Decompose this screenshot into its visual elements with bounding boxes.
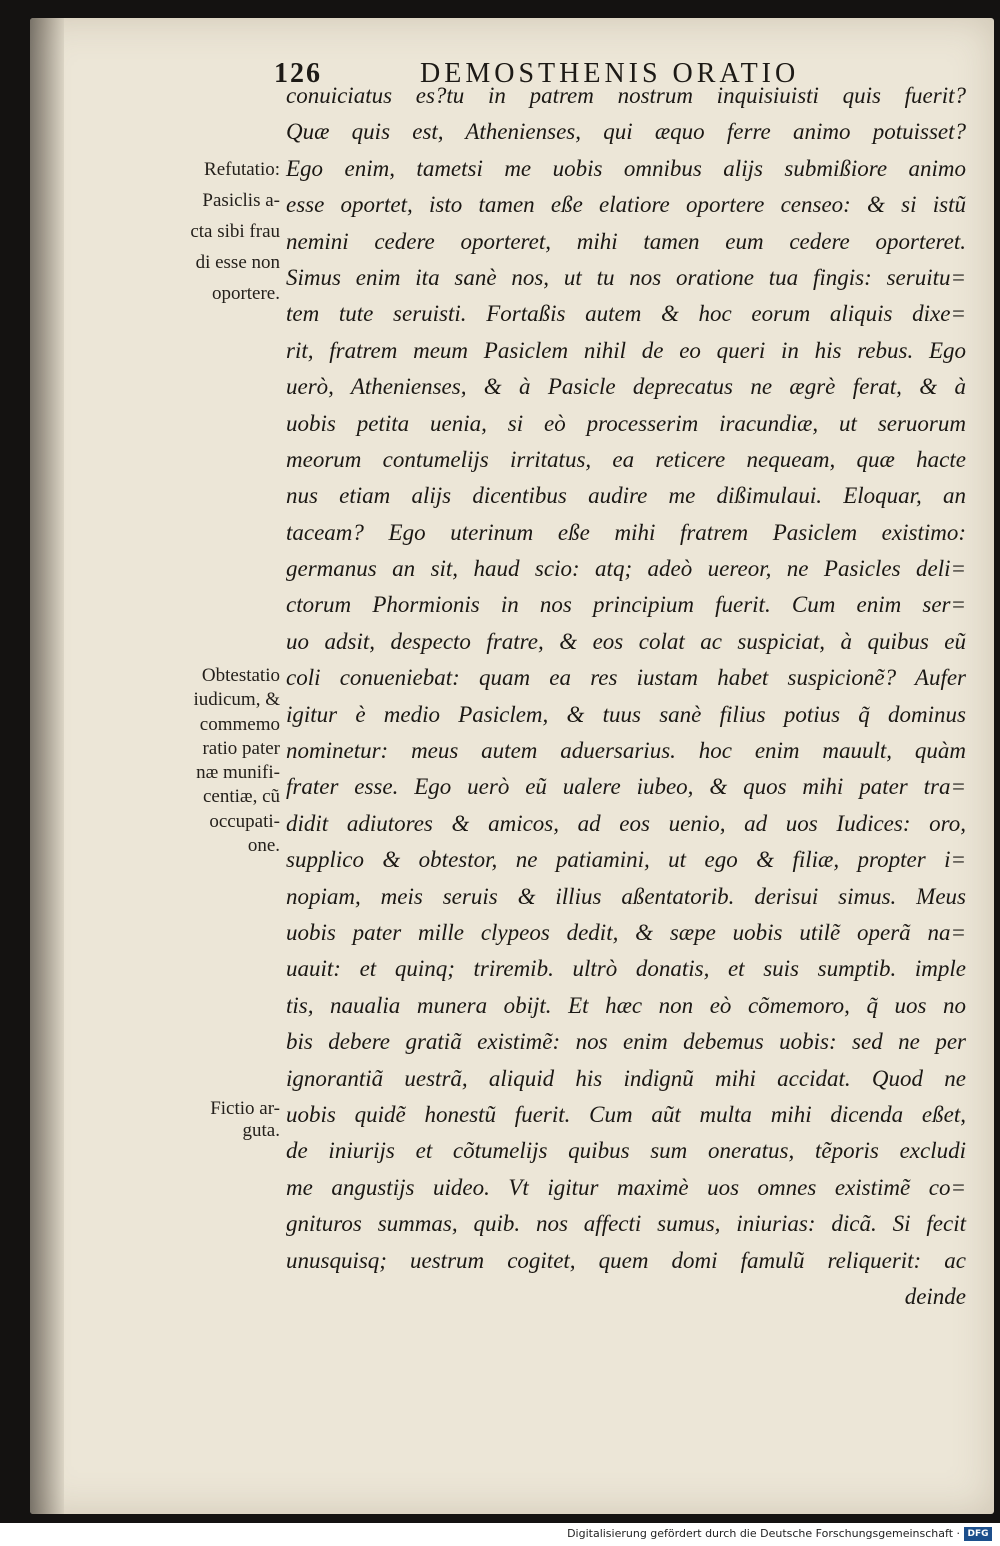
- text-line: ctorum Phormionis in nos principium fuerit. Cum enim ser=: [286, 592, 966, 618]
- text-line: Ego enim, tametsi me uobis omnibus alijs submißiore animo: [286, 155, 966, 181]
- marginal-note-line: centiæ, cũ: [202, 786, 280, 808]
- marginal-note-line: cta sibi frau: [190, 221, 280, 242]
- text-line: uobis quidẽ honestũ fuerit. Cum aũt multa mihi dicenda eßet,: [286, 1101, 966, 1127]
- dfg-logo: DFG: [964, 1527, 992, 1541]
- text-line: me angustijs uideo. Vt igitur maximè uos omnes existimẽ co=: [286, 1174, 966, 1200]
- text-line: coli conueniebat: quam ea res iustam habet suspicionẽ? Aufer: [286, 665, 966, 691]
- text-line: Simus enim ita sanè nos, ut tu nos oratione tua fingis: seruitu=: [286, 264, 966, 290]
- marginal-note-line: Pasiclis a-: [202, 190, 280, 211]
- text-line: nus etiam alijs dicentibus audire me dißimulaui. Eloquar, an: [286, 483, 966, 509]
- body-text: [286, 78, 966, 1315]
- page-number: 126: [274, 58, 322, 89]
- marginal-note-line: Fictio ar-: [210, 1098, 280, 1119]
- marginal-note-line: commemo: [199, 713, 280, 735]
- book-page: [30, 18, 994, 1514]
- text-line: germanus an sit, haud scio: atq; adeò uereor, ne Pasicles deli=: [286, 556, 966, 582]
- marginal-note-line: one.: [247, 835, 280, 857]
- running-title: DEMOSTHENIS ORATIO: [420, 58, 800, 89]
- text-line: tis, naualia munera obijt. Et hæc non eò cõmemoro, q̃ uos no: [286, 992, 966, 1018]
- text-line: uo adsit, despecto fratre, & eos colat ac suspiciat, à quibus eũ: [286, 628, 966, 654]
- digitization-footer: [0, 1523, 1000, 1546]
- text-line: nominetur: meus autem aduersarius. hoc enim mauult, quàm: [286, 738, 966, 764]
- marginal-note-line: di esse non: [195, 252, 280, 273]
- text-line: rit, fratrem meum Pasiclem nihil de eo queri in his rebus. Ego: [286, 337, 966, 363]
- text-line: uerò, Athenienses, & à Pasicle deprecatus ne ægrè ferat, & à: [286, 374, 966, 400]
- marginal-note-line: næ munifi-: [196, 762, 280, 784]
- marginal-note-line: iudicum, &: [193, 689, 280, 711]
- marginal-note-obtestatio: [148, 664, 280, 858]
- catchword: deinde: [904, 1283, 966, 1309]
- text-line: supplico & obtestor, ne patiamini, ut ego & filiæ, propter i=: [286, 847, 966, 873]
- marginal-note-line: Refutatio:: [204, 159, 280, 180]
- marginal-note-refutatio: [148, 154, 280, 309]
- text-line: nopiam, meis seruis & illius aßentatorib. derisui simus. Meus: [286, 883, 966, 909]
- text-line: de iniurijs et cõtumelijs quibus sum oneratus, tẽporis excludi: [286, 1138, 966, 1164]
- text-line: taceam? Ego uterinum eße mihi fratrem Pasiclem existimo:: [286, 519, 966, 545]
- text-line: unusquisq; uestrum cogitet, quem domi famulũ reliquerit: ac: [286, 1247, 966, 1273]
- text-line: meorum contumelijs irritatus, ea reticere nequeam, quæ hacte: [286, 446, 966, 472]
- marginal-note-line: Obtestatio: [201, 665, 280, 686]
- marginal-note-line: oportere.: [211, 283, 280, 304]
- marginal-note-line: ratio pater: [202, 737, 280, 759]
- text-line: uobis pater mille clypeos dedit, & sæpe uobis utilẽ operã na=: [286, 919, 966, 945]
- text-line: esse oportet, isto tamen eße elatiore oportere censeo: & si istũ: [286, 192, 966, 218]
- text-line: uobis petita uenia, si eò processerim iracundiæ, ut seruorum: [286, 410, 966, 436]
- text-line: gnituros summas, quib. nos affecti sumus, iniurias: dicã. Si fecit: [286, 1211, 966, 1237]
- text-line: igitur è medio Pasiclem, & tuus sanè filius potius q̃ dominus: [286, 701, 966, 727]
- text-line: nemini cedere oporteret, mihi tamen eum cedere oporteret.: [286, 228, 966, 254]
- page-gutter-shadow: [30, 18, 64, 1514]
- funding-credit: Digitalisierung gefördert durch die Deutsche Forschungsgemeinschaft ·: [567, 1527, 960, 1540]
- text-line: bis debere gratiã existimẽ: nos enim debemus uobis: sed ne per: [286, 1029, 966, 1055]
- text-line: conuiciatus es?tu in patrem nostrum inquisiuisti quis fuerit?: [286, 83, 966, 108]
- marginal-note-line: occupati-: [209, 810, 280, 832]
- text-line: didit adiutores & amicos, ad eos uenio, ad uos Iudices: oro,: [286, 810, 966, 836]
- text-line: uauit: et quinq; triremib. ultrò donatis, et suis sumptib. imple: [286, 956, 966, 982]
- text-line: frater esse. Ego uerò eũ ualere iubeo, & quos mihi pater tra=: [286, 774, 966, 800]
- text-line: tem tute seruisti. Fortaßis autem & hoc eorum aliquis dixe=: [286, 301, 966, 327]
- text-line: ignorantiã uestrã, aliquid his indignũ mihi accidat. Quod ne: [286, 1065, 966, 1091]
- marginal-note-line: guta.: [242, 1119, 280, 1141]
- marginal-note-fictio: [148, 1098, 280, 1141]
- text-line: Quæ quis est, Athenienses, qui æquo ferre animo potuisset?: [286, 119, 966, 145]
